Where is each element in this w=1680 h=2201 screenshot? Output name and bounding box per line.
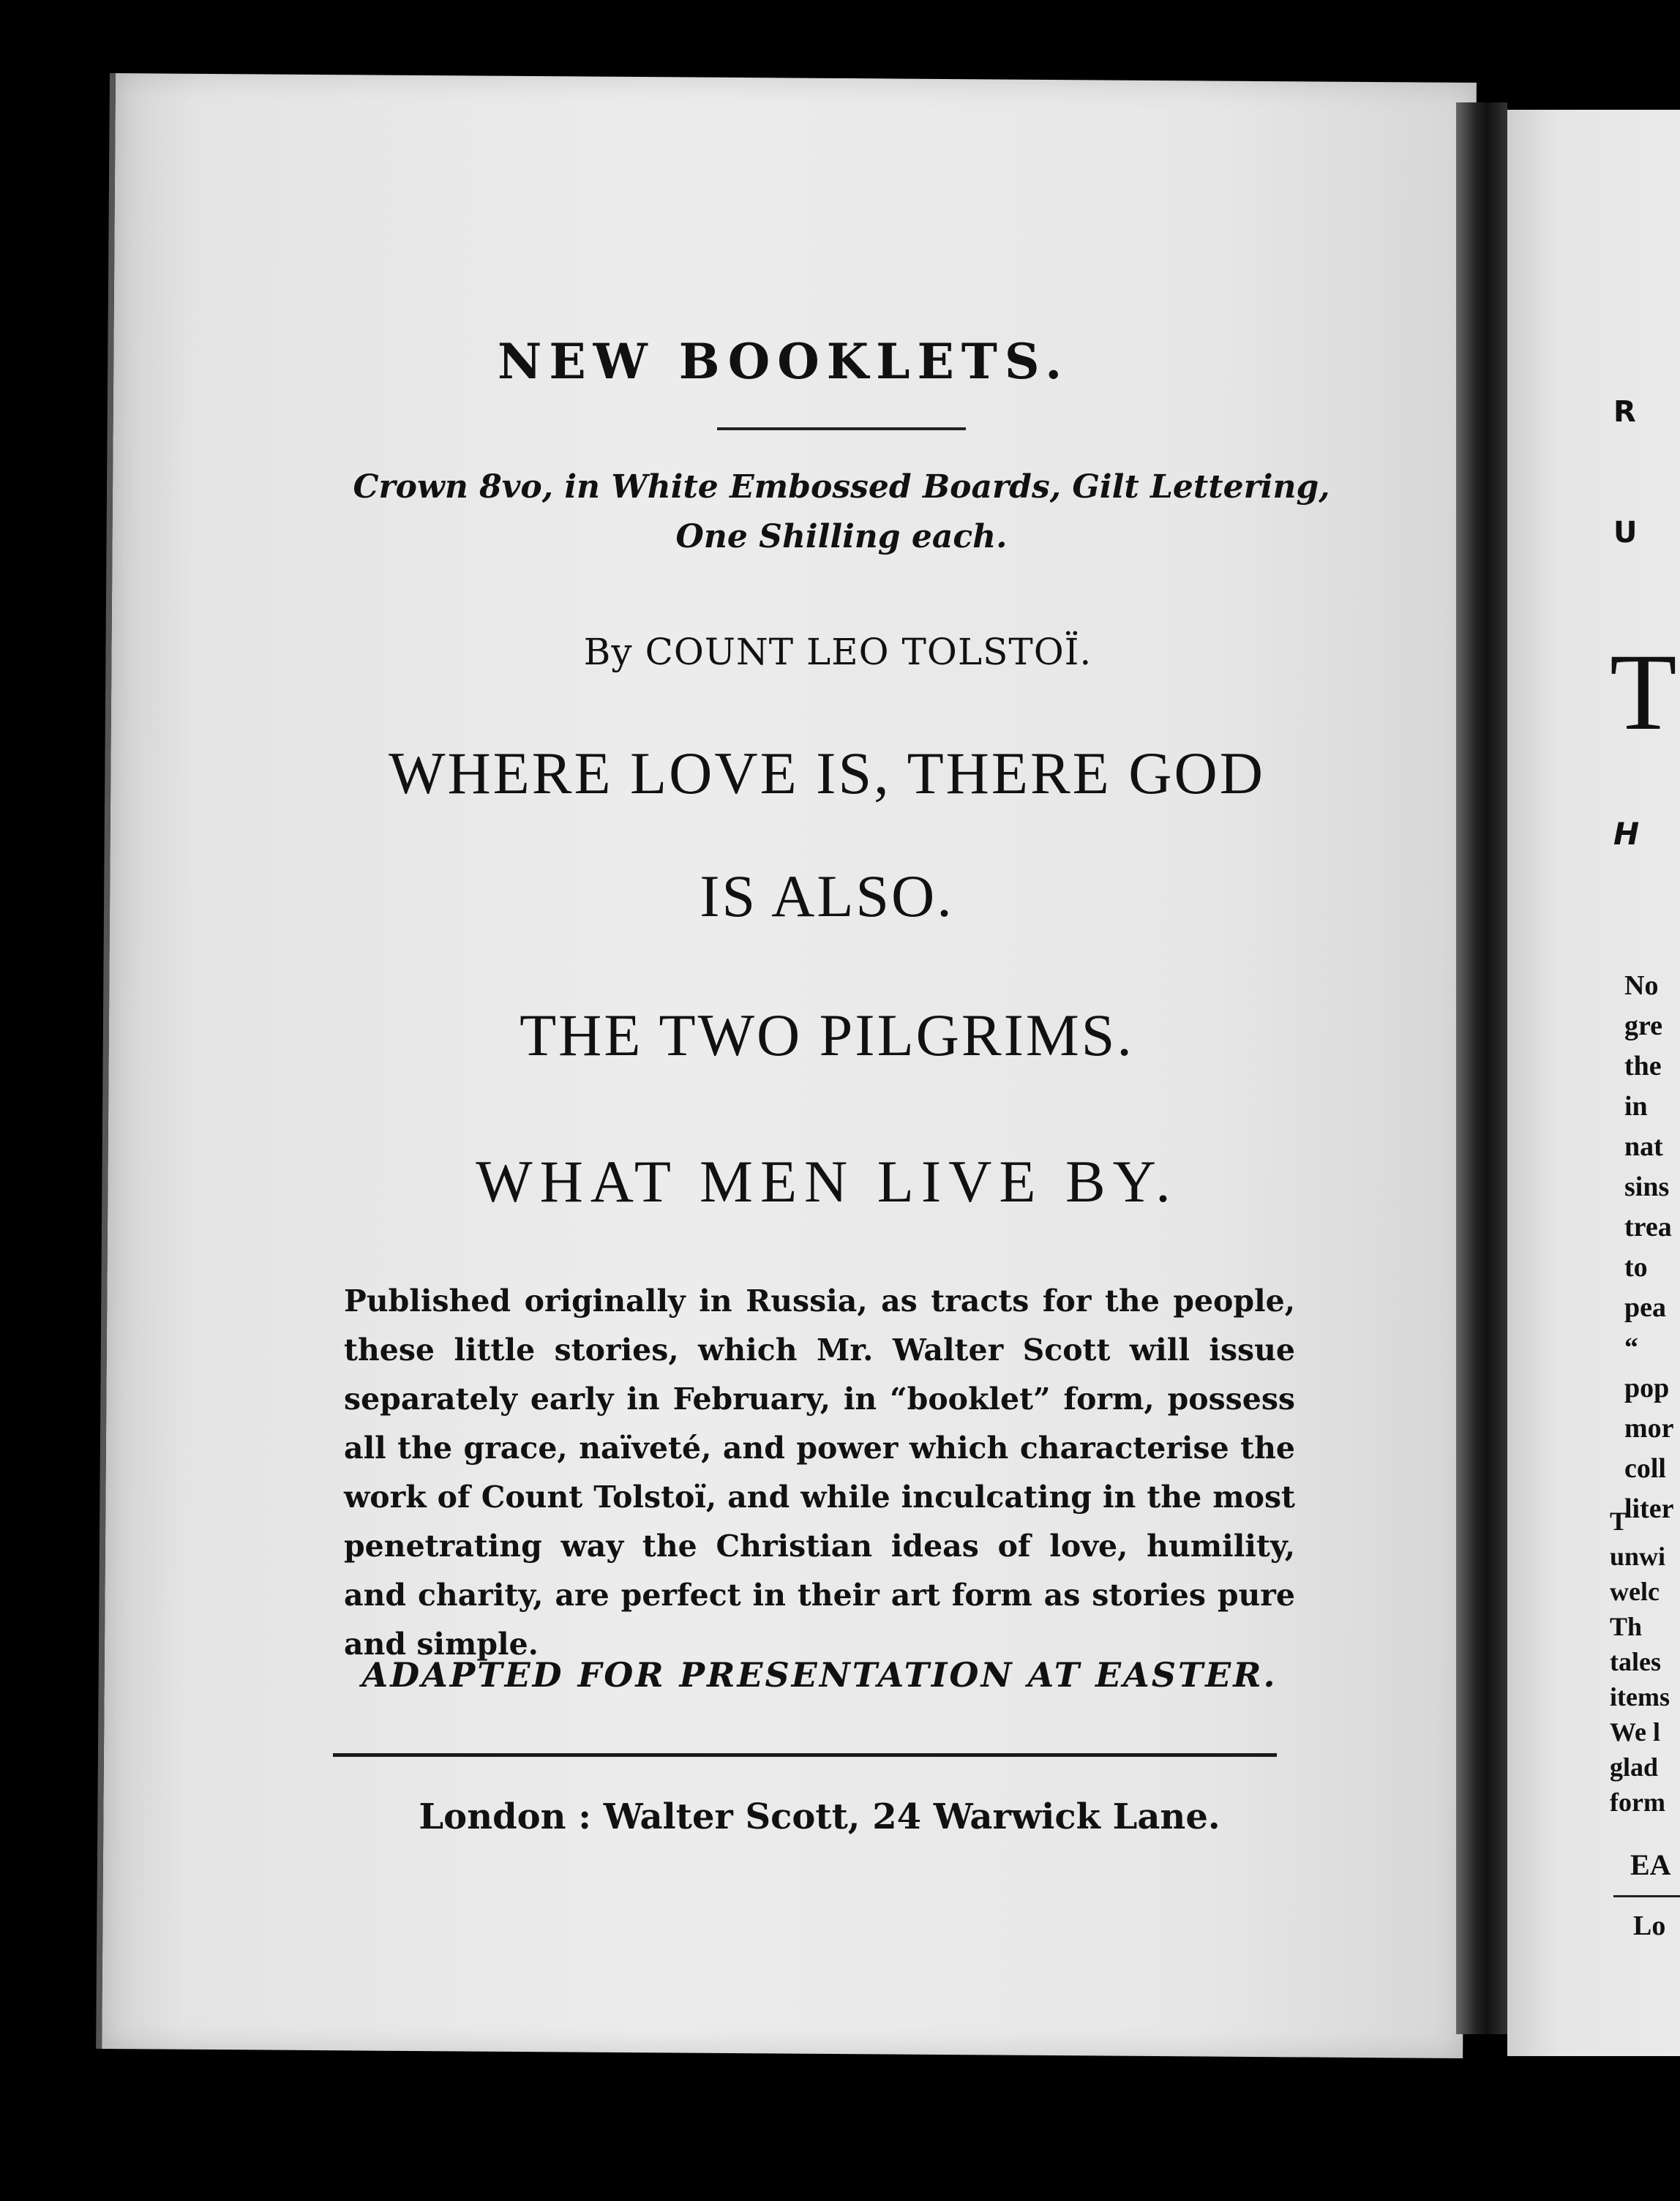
right-fragment-line-a-7: to: [1624, 1252, 1648, 1283]
right-fragment-line-b-1: unwi: [1610, 1542, 1666, 1571]
right-fragment-ea: EA: [1630, 1848, 1671, 1881]
right-fragment-line-a-10: pop: [1624, 1373, 1670, 1403]
right-fragment-line-a-3: in: [1624, 1091, 1648, 1122]
story-title-3: WHAT MEN LIVE BY.: [476, 1148, 1178, 1215]
book-gutter: [1456, 102, 1507, 2034]
right-fragment-line-b-7: glad: [1610, 1752, 1659, 1782]
story-title-1-line-1: WHERE LOVE IS, THERE GOD: [389, 740, 1265, 806]
right-fragment-line-a-13: liter: [1624, 1493, 1674, 1524]
imprint-city: London :: [419, 1796, 591, 1837]
right-fragment-big-letter: T: [1610, 631, 1677, 753]
story-title-1-line-2: IS ALSO.: [700, 863, 954, 929]
easter-note: ADAPTED FOR PRESENTATION AT EASTER.: [361, 1655, 1278, 1695]
right-fragment-line-b-2: welc: [1610, 1577, 1660, 1606]
right-fragment-line-a-12: coll: [1624, 1453, 1666, 1484]
right-fragment-line-a-2: the: [1624, 1051, 1662, 1081]
author-prefix: By: [583, 631, 633, 673]
right-fragment-top-2: U: [1613, 516, 1638, 550]
bottom-rule: [333, 1753, 1277, 1757]
right-fragment-line-b-8: form: [1610, 1788, 1665, 1817]
right-fragment-line-b-5: items: [1610, 1682, 1670, 1711]
right-fragment-rule: [1613, 1895, 1680, 1897]
heading-rule: [717, 427, 966, 430]
right-fragment-italic: H: [1613, 816, 1640, 852]
right-fragment-lo: Lo: [1633, 1911, 1666, 1941]
right-fragment-top-1: R: [1613, 395, 1636, 429]
author-line: [351, 631, 1324, 673]
right-fragment-lines-b: [1610, 1504, 1670, 1820]
right-fragment-line-a-0: No: [1624, 970, 1659, 1001]
right-fragment-line-a-11: mor: [1624, 1413, 1674, 1444]
imprint-publisher: Walter Scott,: [603, 1796, 860, 1837]
page-heading: NEW BOOKLETS.: [498, 333, 1070, 390]
imprint-line: [344, 1796, 1295, 1837]
right-fragment-line-a-8: pea: [1624, 1292, 1666, 1323]
format-line-2: One Shilling each.: [675, 518, 1008, 555]
right-fragment-line-a-6: trea: [1624, 1212, 1672, 1242]
right-fragment-line-a-9: “: [1624, 1332, 1638, 1363]
description-paragraph: Published originally in Russia, as tracts for the people, these little stories, which Mr. Walter Scott will issue separately early in February, in “booklet” form, possess all the grace, naïveté, and power which characterise the work of Count Tolstoï, and while inculcating in the most penetrating way the Christian ideas of love, humility, and charity, are perfect in their art form as stories pure and simple.: [344, 1283, 1295, 1662]
right-fragment-lines-a: [1624, 966, 1674, 1529]
format-line-1: Crown 8vo, in White Embossed Boards, Gilt Lettering,: [353, 468, 1330, 506]
right-fragment-line-a-4: nat: [1624, 1131, 1663, 1162]
author-name: COUNT LEO TOLSTOÏ.: [645, 631, 1092, 673]
story-title-2: THE TWO PILGRIMS.: [520, 1002, 1134, 1068]
right-fragment-line-b-0: T: [1610, 1507, 1628, 1536]
right-fragment-line-a-1: gre: [1624, 1010, 1663, 1041]
right-fragment-line-a-5: sins: [1624, 1171, 1670, 1202]
right-fragment-line-b-4: tales: [1610, 1647, 1661, 1676]
right-fragment-line-b-3: Th: [1610, 1612, 1643, 1641]
right-fragment-line-b-6: We l: [1610, 1717, 1660, 1747]
imprint-address: 24 Warwick Lane.: [872, 1796, 1220, 1837]
